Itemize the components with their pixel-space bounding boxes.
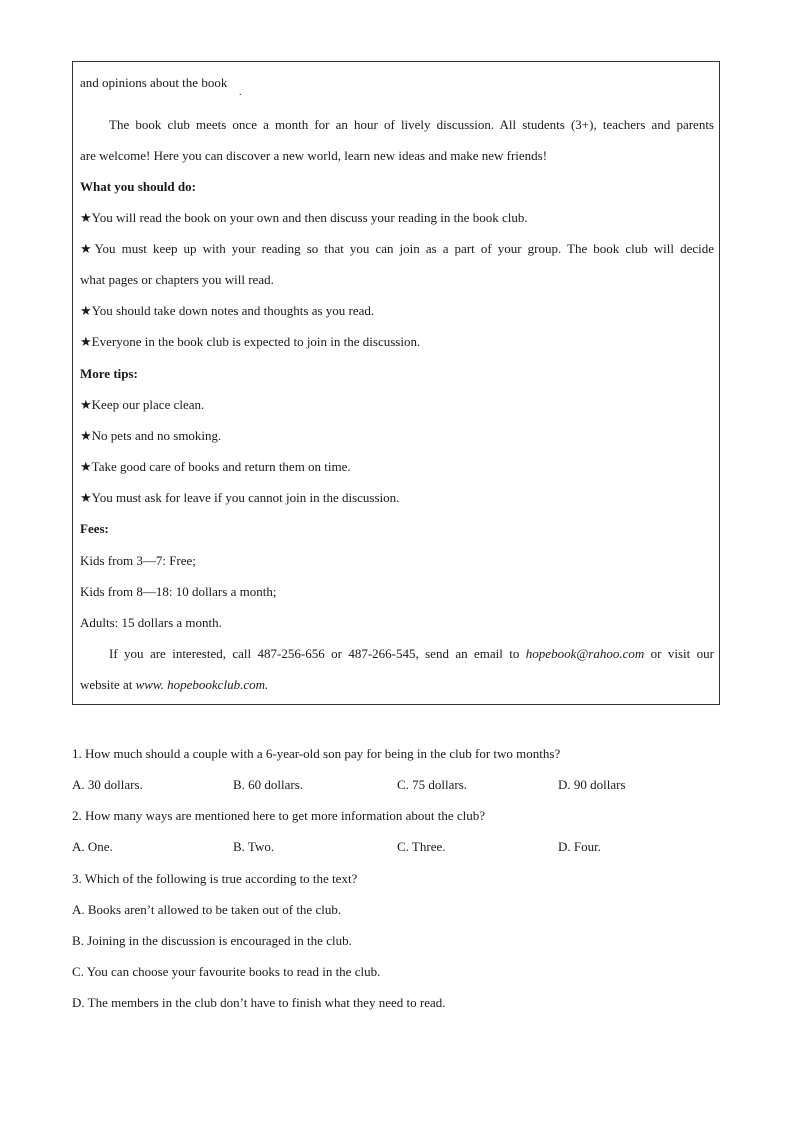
contact-email: hopebook@rahoo.com <box>525 646 645 661</box>
do-item-2: ★You must keep up with your reading so that you can join as a part of your group. The book club will decide <box>80 241 714 257</box>
question-1-option-d: D. 90 dollars <box>558 777 626 792</box>
question-1-option-a: A. 30 dollars. <box>72 777 143 792</box>
star-icon: ★ <box>80 304 92 319</box>
tip-item-1: ★Keep our place clean. <box>80 397 205 413</box>
star-icon: ★ <box>80 335 92 350</box>
contact-website: www. hopebookclub.com. <box>135 677 269 692</box>
intro-line-2: are welcome! Here you can discover a new world, learn new ideas and make new friends! <box>80 148 548 163</box>
star-icon: ★ <box>80 211 92 226</box>
fee-item-1: Kids from 3—7: Free; <box>80 553 196 568</box>
passage-dot: . <box>239 87 242 98</box>
star-icon: ★ <box>80 491 92 506</box>
question-3-stem: 3. Which of the following is true according to the text? <box>72 871 358 886</box>
section-heading-what-to-do: What you should do: <box>80 179 196 194</box>
tip-item-3: ★Take good care of books and return them on time. <box>80 459 351 475</box>
question-1-stem: 1. How much should a couple with a 6-year-old son pay for being in the club for two months? <box>72 746 561 761</box>
contact-line-2: website at www. hopebookclub.com. <box>80 677 269 692</box>
question-3-option-d: D. The members in the club don’t have to finish what they need to read. <box>72 995 446 1010</box>
star-icon: ★ <box>80 460 92 475</box>
question-2-option-d: D. Four. <box>558 839 601 854</box>
question-3-option-b: B. Joining in the discussion is encouraged in the club. <box>72 933 352 948</box>
section-heading-fees: Fees: <box>80 521 109 536</box>
tip-item-4: ★You must ask for leave if you cannot join in the discussion. <box>80 490 400 506</box>
passage-line-top: and opinions about the book <box>80 75 228 90</box>
fee-item-2: Kids from 8—18: 10 dollars a month; <box>80 584 277 599</box>
question-3-option-c: C. You can choose your favourite books to read in the club. <box>72 964 381 979</box>
contact-line-1: If you are interested, call 487-256-656 or 487-266-545, send an email to hopebook@rahoo.com or visit our <box>109 646 714 661</box>
question-3-option-a: A. Books aren’t allowed to be taken out of the club. <box>72 902 342 917</box>
do-item-3: ★You should take down notes and thoughts as you read. <box>80 303 375 319</box>
do-item-4: ★Everyone in the book club is expected to join in the discussion. <box>80 334 421 350</box>
question-2-option-b: B. Two. <box>233 839 275 854</box>
question-1-option-c: C. 75 dollars. <box>397 777 468 792</box>
star-icon: ★ <box>80 429 92 444</box>
do-item-1: ★You will read the book on your own and then discuss your reading in the book club. <box>80 210 528 226</box>
section-heading-tips: More tips: <box>80 366 138 381</box>
question-2-stem: 2. How many ways are mentioned here to get more information about the club? <box>72 808 485 823</box>
do-item-2-continued: what pages or chapters you will read. <box>80 272 274 287</box>
tip-item-2: ★No pets and no smoking. <box>80 428 222 444</box>
question-2-option-a: A. One. <box>72 839 113 854</box>
question-1-option-b: B. 60 dollars. <box>233 777 304 792</box>
star-icon: ★ <box>80 242 95 257</box>
fee-item-3: Adults: 15 dollars a month. <box>80 615 222 630</box>
question-2-option-c: C. Three. <box>397 839 446 854</box>
intro-line-1: The book club meets once a month for an hour of lively discussion. All students (3+), teachers and parents <box>109 117 714 132</box>
star-icon: ★ <box>80 398 92 413</box>
